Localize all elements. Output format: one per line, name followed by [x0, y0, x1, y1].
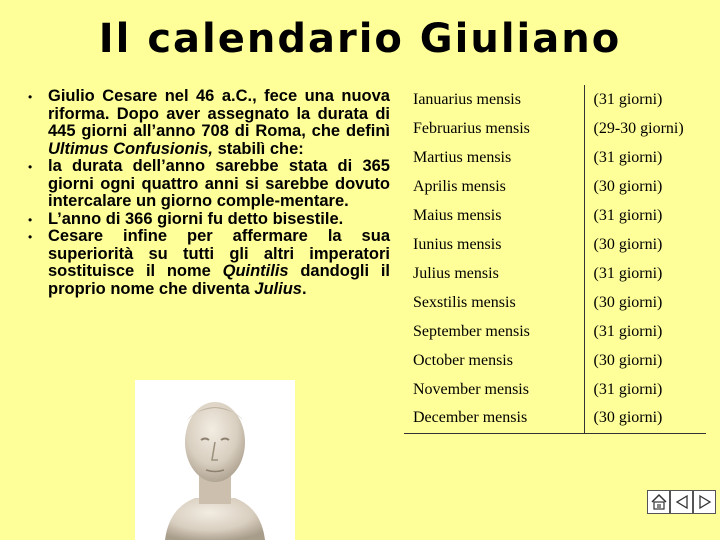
- month-row: [404, 230, 706, 259]
- home-icon: [650, 493, 668, 511]
- month-days: (31 giorni): [593, 90, 663, 108]
- back-icon: [673, 493, 691, 511]
- nav-bar: [647, 490, 716, 514]
- bullet-dot-icon: •: [28, 90, 33, 104]
- month-days: (29-30 giorni): [593, 119, 684, 137]
- month-row: [404, 172, 706, 201]
- months-table: [404, 85, 706, 434]
- home-button[interactable]: [647, 490, 670, 514]
- month-name: September mensis: [404, 317, 584, 346]
- month-name: Maius mensis: [404, 201, 584, 230]
- month-days: (31 giorni): [593, 206, 663, 224]
- bullet-list: [24, 88, 390, 298]
- month-days: (31 giorni): [593, 322, 663, 340]
- bullet-text: .: [301, 279, 307, 298]
- month-days: (30 giorni): [593, 351, 663, 369]
- bullet-item: [24, 88, 390, 158]
- bullet-emphasis: Quintilis: [222, 262, 289, 280]
- month-days: (30 giorni): [593, 293, 663, 311]
- month-row: [404, 317, 706, 346]
- month-days: (30 giorni): [593, 177, 663, 195]
- bullet-item: [24, 158, 390, 211]
- bullet-dot-icon: •: [28, 212, 33, 227]
- back-button[interactable]: [670, 490, 693, 514]
- month-name: October mensis: [404, 346, 584, 375]
- month-name: November mensis: [404, 375, 584, 404]
- month-name: Iunius mensis: [404, 230, 584, 259]
- month-days: (30 giorni): [593, 235, 663, 253]
- julius-caesar-bust-image: [135, 380, 295, 540]
- month-row: [404, 85, 706, 114]
- month-row: [404, 346, 706, 375]
- month-days: (30 giorni): [584, 404, 706, 433]
- month-row: [404, 201, 706, 230]
- bullet-text: dandogli il proprio nome che diventa: [48, 262, 391, 298]
- bullet-text: la durata dell’anno sarebbe stata di 365 giorni ogni quattro anni si sarebbe dovuto intercalare un giorno comple-mentare.: [48, 157, 390, 210]
- month-name: Ianuarius mensis: [404, 85, 584, 114]
- month-days: (31 giorni): [593, 380, 663, 398]
- month-name: Sexstilis mensis: [404, 288, 584, 317]
- bullet-emphasis: Ultimus Confusionis,: [48, 139, 213, 158]
- bullet-emphasis: Julius: [254, 279, 302, 298]
- bullet-item: [24, 228, 390, 298]
- bullet-text: Giulio Cesare nel 46 a.C., fece una nuova riforma. Dopo aver assegnato la durata di 445 giorni all’anno 708 di Roma, che definì: [48, 87, 390, 140]
- play-icon: [696, 493, 714, 511]
- month-row: [404, 375, 706, 404]
- month-row: [404, 404, 706, 433]
- bullet-dot-icon: •: [28, 230, 33, 244]
- slide-title: Il calendario Giuliano: [98, 16, 622, 62]
- month-name: Aprilis mensis: [404, 172, 584, 201]
- month-row: [404, 259, 706, 288]
- month-row: [404, 114, 706, 143]
- bullet-text: L’anno di 366 giorni fu detto bisestile.: [48, 209, 344, 228]
- month-name: Julius mensis: [404, 259, 584, 288]
- month-name: December mensis: [404, 404, 584, 433]
- month-days: (31 giorni): [593, 264, 663, 282]
- month-row: [404, 288, 706, 317]
- bullet-text: Cesare infine per affermare la sua superiorità su tutti gli altri imperatori sostituisce il nome: [48, 227, 390, 280]
- bullet-text: stabilì che:: [213, 139, 304, 158]
- bullet-dot-icon: •: [28, 160, 33, 174]
- month-row: [404, 143, 706, 172]
- forward-button[interactable]: [693, 490, 716, 514]
- month-name: Februarius mensis: [404, 114, 584, 143]
- month-name: Martius mensis: [404, 143, 584, 172]
- bullet-item: [24, 211, 390, 229]
- month-days: (31 giorni): [593, 148, 663, 166]
